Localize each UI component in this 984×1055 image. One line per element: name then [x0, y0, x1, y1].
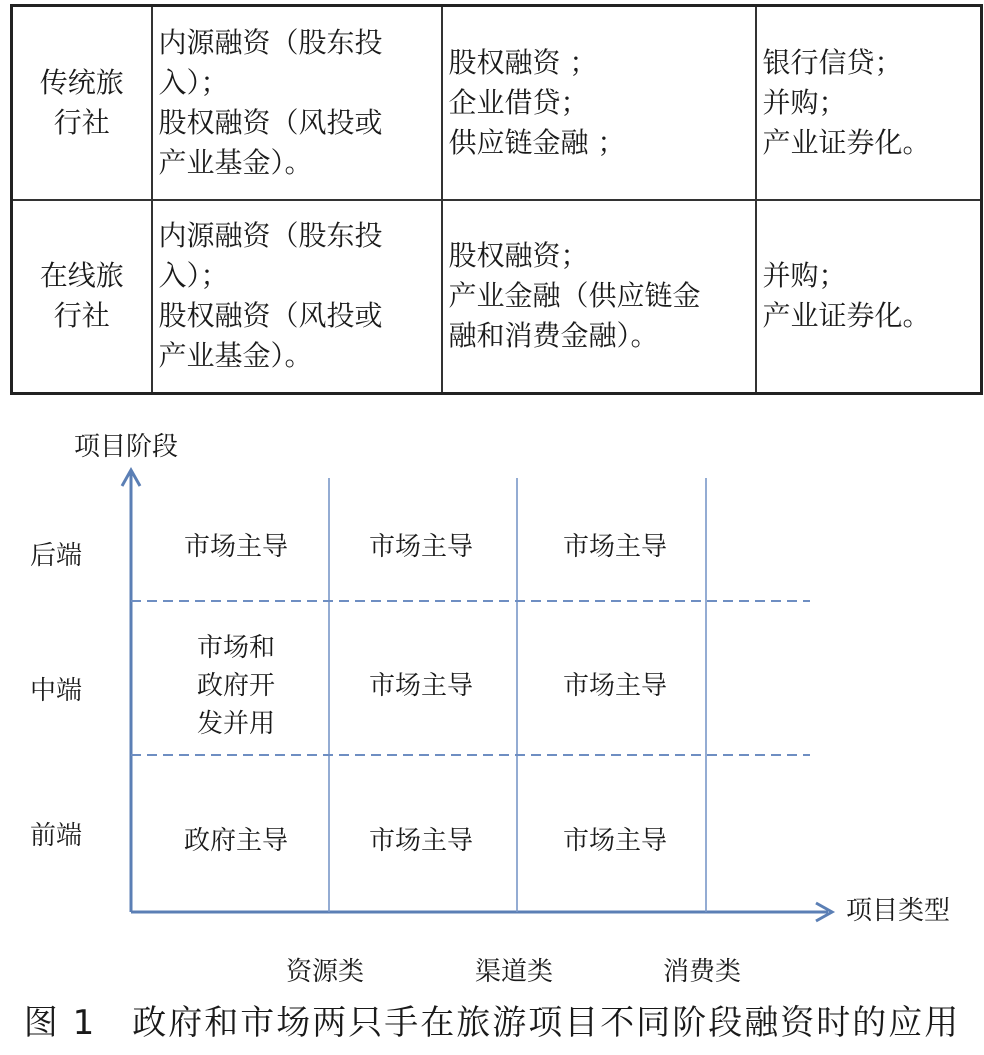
- matrix-cell: 市场主导: [183, 532, 289, 562]
- matrix-cell: 政府主导: [183, 826, 289, 856]
- internal-financing-cell: [152, 200, 442, 394]
- cell-line: 股权融资 ；: [448, 45, 598, 79]
- mature-financing-cell: [756, 6, 982, 200]
- row-name-line: 在线旅: [39, 259, 124, 293]
- financing-table: [10, 4, 983, 395]
- internal-financing-cell: [152, 6, 442, 200]
- cell-line: 银行信贷；: [762, 45, 903, 79]
- cell-line: 产业基金）。: [158, 339, 313, 373]
- cell-line: 产业基金）。: [158, 145, 313, 179]
- cell-line: 入）；: [158, 259, 229, 293]
- cell-line: 融和消费金融）。: [448, 319, 659, 353]
- matrix-cell: 市场主导: [368, 826, 474, 856]
- growth-financing-cell: [442, 6, 756, 200]
- type-label-consumption: 消费类: [663, 957, 742, 987]
- y-axis-label: 项目阶段: [74, 432, 179, 462]
- cell-line: 政府开: [196, 671, 275, 701]
- table-row: [12, 6, 982, 200]
- matrix-cell: 市场主导: [562, 532, 668, 562]
- cell-line: 股权融资（风投或: [158, 105, 383, 139]
- row-name-line: 传统旅: [39, 65, 124, 99]
- stage-label-back: 后端: [30, 541, 83, 571]
- cell-line: 并购；: [762, 85, 847, 119]
- mature-financing-cell: [756, 200, 982, 394]
- cell-line: 内源融资（股东投: [158, 219, 383, 253]
- cell-line: 市场和: [196, 633, 275, 663]
- cell-line: 并购；: [762, 259, 847, 293]
- cell-line: 企业借贷；: [448, 85, 589, 119]
- table-row: [12, 200, 982, 394]
- cell-line: 产业证券化。: [762, 125, 931, 159]
- growth-financing-cell: [442, 200, 756, 394]
- row-name-cell: [12, 200, 152, 394]
- stage-type-matrix: [0, 400, 984, 1055]
- stage-label-middle: 中端: [30, 676, 83, 706]
- row-name-cell: [12, 6, 152, 200]
- figure-caption: 图 1 政府和市场两只手在旅游项目不同阶段融资时的应用: [23, 1003, 961, 1043]
- cell-line: 股权融资；: [448, 239, 589, 273]
- stage-label-front: 前端: [30, 821, 83, 851]
- matrix-cell: 市场主导: [368, 532, 474, 562]
- type-label-resource: 资源类: [286, 957, 365, 987]
- cell-line: 供应链金融 ；: [448, 125, 626, 159]
- cell-line: 股权融资（风投或: [158, 299, 383, 333]
- cell-line: 产业证券化。: [762, 299, 931, 333]
- cell-line: 内源融资（股东投: [158, 25, 383, 59]
- row-name-line: 行社: [53, 299, 110, 333]
- cell-line: 产业金融（供应链金: [448, 279, 701, 313]
- type-label-channel: 渠道类: [475, 957, 554, 987]
- cell-line: 发并用: [196, 709, 275, 739]
- row-name-line: 行社: [53, 105, 110, 139]
- matrix-cell-multiline: [195, 629, 277, 743]
- matrix-cell: 市场主导: [562, 671, 668, 701]
- matrix-cell: 市场主导: [562, 826, 668, 856]
- x-axis-label: 项目类型: [846, 896, 951, 926]
- matrix-grid: [0, 400, 984, 1000]
- cell-line: 入）；: [158, 65, 229, 99]
- matrix-cell: 市场主导: [368, 671, 474, 701]
